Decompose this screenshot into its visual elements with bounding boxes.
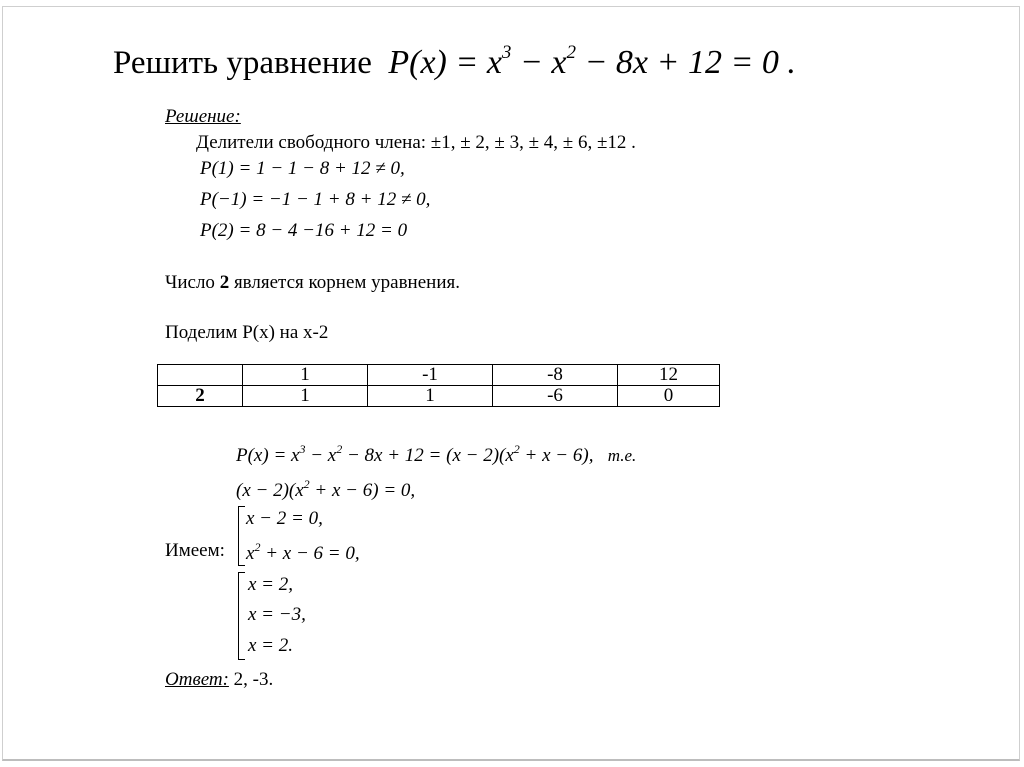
system-bracket xyxy=(238,506,239,566)
table-cell: 12 xyxy=(618,365,720,386)
root-1: x = 2, xyxy=(248,574,294,595)
p1-line: P(1) = 1 − 1 − 8 + 12 ≠ 0, xyxy=(200,158,405,179)
title-text: Решить уравнение xyxy=(113,45,372,81)
table-cell: -6 xyxy=(493,386,618,407)
factor-line-2: $(x - 2)(x^2 + x - 6) = 0$, xyxy=(236,477,416,501)
pm1-line: P(−1) = −1 − 1 + 8 + 12 ≠ 0, xyxy=(200,189,431,210)
table-cell: 1 xyxy=(368,386,493,407)
root-3: x = 2. xyxy=(248,635,294,656)
synthetic-division-table xyxy=(157,364,720,407)
title-equation: $P(x) = x^3 - x^2 - 8x + 12 = 0$ . xyxy=(388,42,796,81)
table-cell: 2 xyxy=(158,386,243,407)
table-cell: 1 xyxy=(243,365,368,386)
divisors-line: Делители свободного члена: ±1, ± 2, ± 3, ± 4, ± 6, ±12 . xyxy=(196,132,636,153)
answer: Ответ: 2, -3. xyxy=(165,669,274,690)
factor-line-1: $P(x) = x^3 - x^2 - 8x + 12 = (x - 2)(x^2 + x - 6)$, т.е. xyxy=(236,442,637,466)
table-row xyxy=(158,365,720,386)
page-title xyxy=(113,42,796,82)
table-cell: -1 xyxy=(368,365,493,386)
solution-heading: Решение: xyxy=(165,106,241,127)
table-cell: 1 xyxy=(243,386,368,407)
divide-statement: Поделим P(x) на x-2 xyxy=(165,322,329,343)
p2-line: P(2) = 8 − 4 −16 + 12 = 0 xyxy=(200,220,408,241)
have-label: Имеем: xyxy=(165,540,225,561)
root-statement: Число 2 является корнем уравнения. xyxy=(165,272,460,293)
table-row xyxy=(158,386,720,407)
table-cell xyxy=(158,365,243,386)
system-eq-2: $x^2 + x - 6 = 0$, xyxy=(246,540,360,564)
table-cell: -8 xyxy=(493,365,618,386)
root-2: x = −3, xyxy=(248,604,306,625)
roots-bracket xyxy=(238,572,239,660)
table-cell: 0 xyxy=(618,386,720,407)
system-eq-1: x − 2 = 0, xyxy=(246,508,323,529)
